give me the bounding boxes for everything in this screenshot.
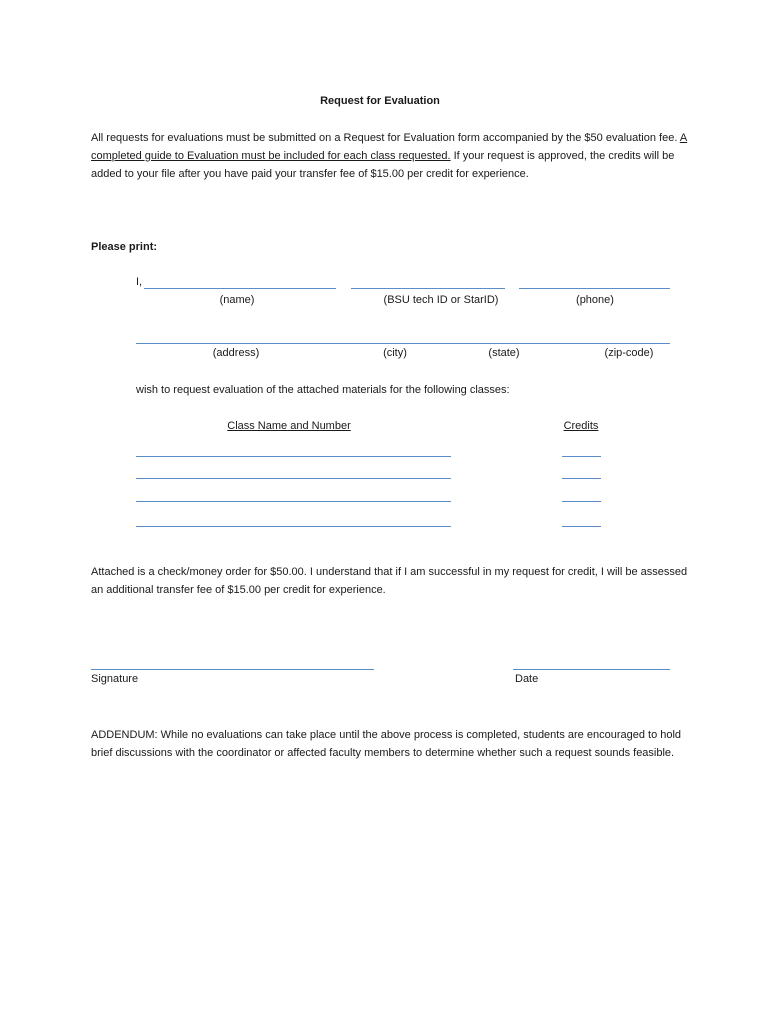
class-line-2[interactable] <box>136 478 451 479</box>
credits-line-4[interactable] <box>562 526 601 527</box>
credits-line-1[interactable] <box>562 456 601 457</box>
class-line-4[interactable] <box>136 526 451 527</box>
class-line-3[interactable] <box>136 501 451 502</box>
wish-text: wish to request evaluation of the attached materials for the following classes: <box>136 384 510 396</box>
page-title: Request for Evaluation <box>320 95 440 107</box>
name-field-line[interactable] <box>144 288 336 289</box>
date-field-line[interactable] <box>513 669 670 670</box>
address-field-line[interactable] <box>136 343 670 344</box>
intro-text-1: All requests for evaluations must be submitted on a Request for Evaluation form accompanied by the $50 evaluation fee. <box>91 132 680 144</box>
class-name-header: Class Name and Number <box>227 420 351 432</box>
credits-line-2[interactable] <box>562 478 601 479</box>
class-line-1[interactable] <box>136 456 451 457</box>
phone-label: (phone) <box>576 294 614 306</box>
name-label: (name) <box>219 294 255 306</box>
signature-label: Signature <box>91 673 139 685</box>
addendum-paragraph: ADDENDUM: While no evaluations can take place until the above process is completed, students are encouraged to hold brief discussions with the coordinator or affected faculty members to determine whether such a request sounds feasible. <box>91 729 682 759</box>
tech-id-label: (BSU tech ID or StarID) <box>383 294 499 306</box>
city-label: (city) <box>383 347 407 359</box>
tech-id-field-line[interactable] <box>351 288 505 289</box>
attached-paragraph: Attached is a check/money order for $50.00. I understand that if I am successful in my request for credit, I will be assessed an additional transfer fee of $15.00 per credit for experience. <box>91 566 688 596</box>
intro-text-2: If your request is approved, the credits will be added to your file after you have paid your transfer fee of $15.00 per credit for experience. <box>91 150 675 180</box>
i-prefix: I, <box>136 276 143 288</box>
intro-underlined-text: A completed guide to Evaluation must be included for each class requested. <box>91 132 688 162</box>
credits-line-3[interactable] <box>562 501 601 502</box>
phone-field-line[interactable] <box>519 288 670 289</box>
please-print-label: Please print: <box>91 241 158 253</box>
state-label: (state) <box>488 347 520 359</box>
credits-header: Credits <box>563 420 599 432</box>
address-label: (address) <box>212 347 260 359</box>
date-label: Date <box>515 673 539 685</box>
signature-field-line[interactable] <box>91 669 374 670</box>
zip-label: (zip-code) <box>604 347 654 359</box>
intro-paragraph <box>91 129 691 183</box>
